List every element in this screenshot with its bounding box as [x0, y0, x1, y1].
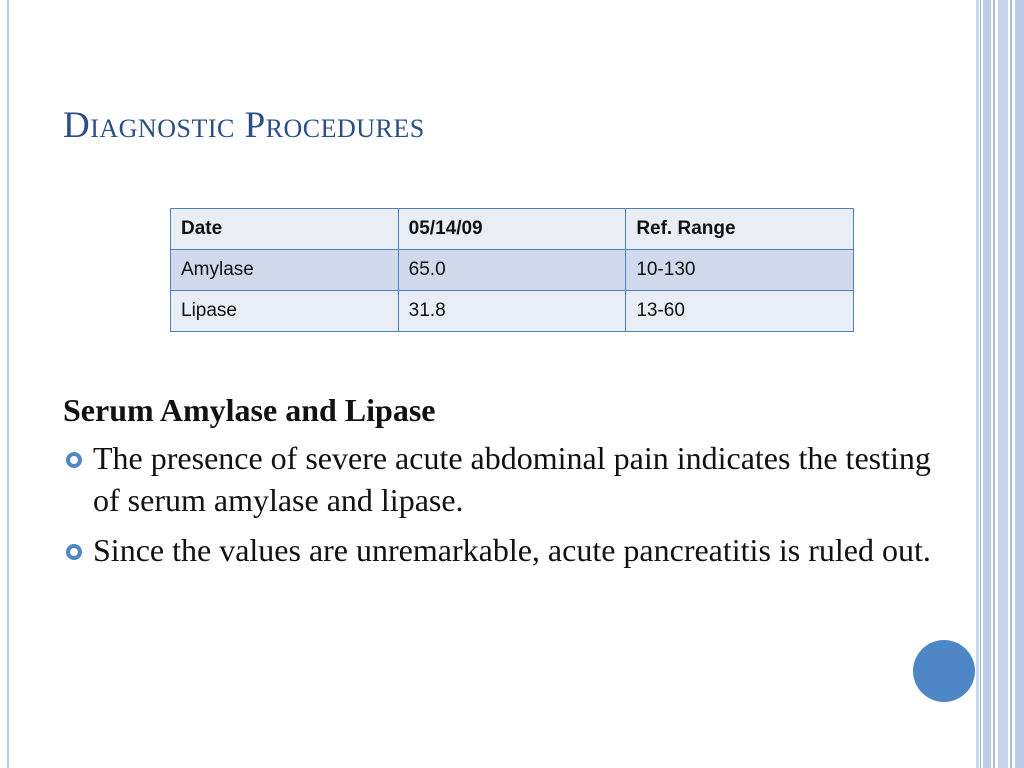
stripe	[1015, 0, 1024, 768]
table-cell: 31.8	[398, 291, 626, 332]
stripe	[1010, 0, 1012, 768]
table-cell: 65.0	[398, 250, 626, 291]
table-cell: 13-60	[626, 291, 854, 332]
bullet-text: The presence of severe acute abdominal pain indicates the testing of serum amylase and lipase.	[93, 440, 931, 518]
circle-dot-icon	[913, 640, 975, 702]
header-cell-ref-range: Ref. Range	[626, 209, 854, 250]
stripe	[983, 0, 991, 768]
bullet-item	[63, 437, 943, 521]
slide-title: Diagnostic Procedures	[63, 105, 425, 146]
bullet-item	[63, 529, 943, 571]
section-heading: Serum Amylase and Lipase	[63, 392, 436, 428]
table-cell: Amylase	[171, 250, 399, 291]
lab-results-table	[170, 208, 854, 332]
right-decorative-stripes	[976, 0, 1024, 768]
left-border-rule	[7, 0, 9, 768]
stripe	[980, 0, 981, 768]
stripe	[976, 0, 979, 768]
table-cell: 10-130	[626, 250, 854, 291]
slide-body	[63, 389, 943, 579]
table-cell: Lipase	[171, 291, 399, 332]
header-cell-date: Date	[171, 209, 399, 250]
table-row	[171, 291, 854, 332]
table-row	[171, 250, 854, 291]
bullet-text: Since the values are unremarkable, acute pancreatitis is ruled out.	[93, 532, 931, 568]
header-cell-test-date: 05/14/09	[398, 209, 626, 250]
hollow-circle-bullet-icon	[66, 544, 82, 560]
stripe	[998, 0, 1008, 768]
stripe	[993, 0, 995, 768]
hollow-circle-bullet-icon	[66, 452, 82, 468]
table-header-row	[171, 209, 854, 250]
